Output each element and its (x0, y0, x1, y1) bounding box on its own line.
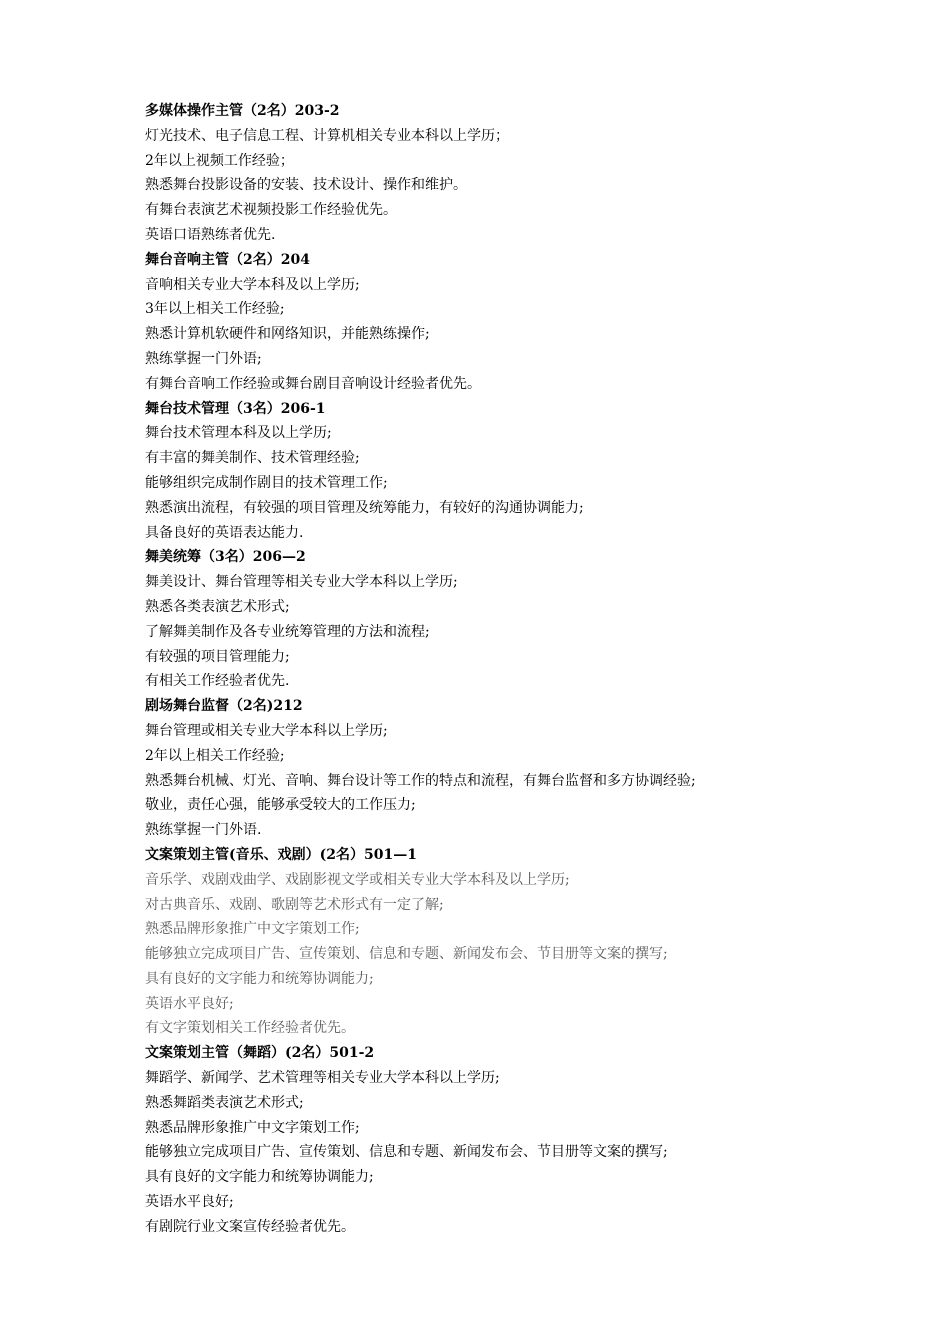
requirement-line: 了解舞美制作及各专业统筹管理的方法和流程; (145, 623, 430, 640)
section-title: 舞台技术管理（3名）206-1 (145, 400, 326, 417)
requirement-line: 音乐学、戏剧戏曲学、戏剧影视文学或相关专业大学本科及以上学历; (145, 871, 570, 888)
section-stage-audio-supervisor (145, 248, 925, 397)
requirement-line: 舞台技术管理本科及以上学历; (145, 425, 332, 442)
requirement-line: 能够组织完成制作剧目的技术管理工作; (145, 474, 388, 491)
requirement-line: 具备良好的英语表达能力. (145, 524, 304, 541)
requirement-line: 有丰富的舞美制作、技术管理经验; (145, 450, 360, 467)
requirement-line: 2年以上视频工作经验； (145, 152, 294, 169)
requirement-line: 灯光技术、电子信息工程、计算机相关专业本科以上学历； (145, 127, 509, 144)
requirement-line: 熟悉品牌形象推广中文字策划工作; (145, 921, 360, 938)
section-title: 文案策划主管(音乐、戏剧）(2名）501—1 (145, 846, 417, 863)
section-theatre-stage-manager (145, 694, 925, 843)
requirement-line: 熟悉演出流程，有较强的项目管理及统筹能力，有较好的沟通协调能力; (145, 499, 584, 516)
requirement-line: 有舞台表演艺术视频投影工作经验优先。 (145, 202, 397, 219)
requirement-line: 有剧院行业文案宣传经验者优先。 (145, 1218, 355, 1235)
requirement-line: 熟悉舞台机械、灯光、音响、舞台设计等工作的特点和流程，有舞台监督和多方协调经验; (145, 772, 696, 789)
section-title: 舞美统筹（3名）206—2 (145, 549, 306, 566)
requirement-line: 敬业，责任心强，能够承受较大的工作压力; (145, 797, 416, 814)
requirement-line: 熟悉舞蹈类表演艺术形式; (145, 1094, 304, 1111)
section-title: 剧场舞台监督（2名)212 (145, 698, 303, 715)
requirement-line: 有文字策划相关工作经验者优先。 (145, 1020, 355, 1037)
section-stage-design-coordinator (145, 545, 925, 694)
requirement-line: 舞美设计、舞台管理等相关专业大学本科以上学历; (145, 574, 458, 591)
requirement-line: 熟练掌握一门外语. (145, 822, 262, 839)
section-title: 舞台音响主管（2名）204 (145, 251, 310, 268)
requirement-line: 对古典音乐、戏剧、歌剧等艺术形式有一定了解; (145, 896, 444, 913)
requirement-line: 音响相关专业大学本科及以上学历; (145, 276, 360, 293)
requirement-line: 舞蹈学、新闻学、艺术管理等相关专业大学本科以上学历; (145, 1070, 500, 1087)
requirement-line: 能够独立完成项目广告、宣传策划、信息和专题、新闻发布会、节目册等文案的撰写; (145, 946, 668, 963)
requirement-line: 有舞台音响工作经验或舞台剧目音响设计经验者优先。 (145, 375, 481, 392)
section-copywriting-dance (145, 1041, 925, 1239)
section-title: 文案策划主管（舞蹈）(2名）501-2 (145, 1045, 375, 1062)
requirement-line: 2年以上相关工作经验; (145, 747, 285, 764)
job-listing-document (145, 99, 925, 1240)
requirement-line: 熟悉舞台投影设备的安装、技术设计、操作和维护。 (145, 177, 467, 194)
requirement-line: 熟悉品牌形象推广中文字策划工作; (145, 1119, 360, 1136)
requirement-line: 熟练掌握一门外语; (145, 350, 262, 367)
requirement-line: 英语水平良好; (145, 1194, 234, 1211)
section-copywriting-music-drama (145, 843, 925, 1041)
requirement-line: 有较强的项目管理能力; (145, 648, 290, 665)
requirement-line: 能够独立完成项目广告、宣传策划、信息和专题、新闻发布会、节目册等文案的撰写; (145, 1144, 668, 1161)
requirement-line: 英语水平良好; (145, 995, 234, 1012)
requirement-line: 具有良好的文字能力和统筹协调能力; (145, 970, 374, 987)
requirement-line: 英语口语熟练者优先. (145, 226, 276, 243)
requirement-line: 有相关工作经验者优先. (145, 673, 290, 690)
section-multimedia-supervisor (145, 99, 925, 248)
section-stage-technical-management (145, 397, 925, 546)
requirement-line: 3年以上相关工作经验; (145, 301, 285, 318)
requirement-line: 舞台管理或相关专业大学本科以上学历; (145, 722, 388, 739)
requirement-line: 熟悉各类表演艺术形式; (145, 598, 290, 615)
requirement-line: 熟悉计算机软硬件和网络知识，并能熟练操作; (145, 326, 430, 343)
section-title: 多媒体操作主管（2名）203-2 (145, 103, 340, 119)
requirement-line: 具有良好的文字能力和统筹协调能力; (145, 1169, 374, 1186)
